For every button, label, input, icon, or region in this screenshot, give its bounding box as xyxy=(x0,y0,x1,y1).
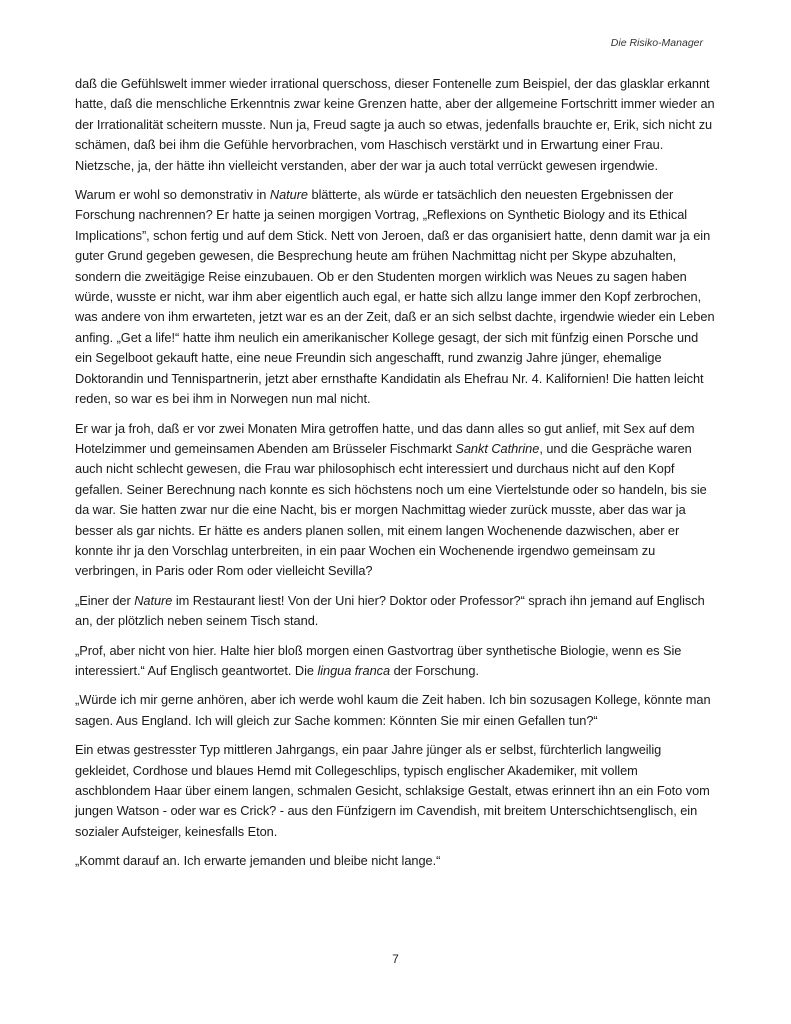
paragraph-7: Ein etwas gestresster Typ mittleren Jahrgangs, ein paar Jahre jünger als er selbst, fürchterlich langweilig gekleidet, Cordhose und blaues Hemd mit Collegeschlips, typisch englischer Akademiker, mit vollem aschblondem Haar über einem langen, schmalen Gesicht, schlaksige Gestalt, etwas erinnert ihn an ein Foto vom jungen Watson - oder war es Crick? - aus den Fünfzigern im Cavendish, mit breitem Unterschichtsenglisch, ein sozialer Aufsteiger, keinesfalls Eton. xyxy=(75,742,710,839)
running-header: Die Risiko-Manager xyxy=(610,37,703,49)
paragraph-2: Warum er wohl so demonstrativ in Nature blätterte, als würde er tatsächlich den neuesten Ergebnissen der Forschung nachrennen? Er hatte ja seinen morgigen Vortrag, „Reflexions on Synthetic Biology and its Ethical Implications”, schon fertig und auf dem Stick. Nett von Jeroen, daß er das organisiert hatte, denn damit war ja ein guter Grund gegeben gewesen, die Besprechung heute am frühen Nachmittag nicht per Skype abzuhalten, sondern die zweitägige Reise einzubauen. Ob er den Studenten morgen wirklich was Neues zu sagen haben würde, wusste er nicht, war ihm aber eigentlich auch egal, er hatte sich allzu lange immer den Kopf zerbrochen, was andere von ihm erwarteten, jetzt war es an der Zeit, daß er an sich selbst dachte, irgendwie wieder ein Leben anfing. „Get a life!“ hatte ihm neulich ein amerikanischer Kollege gesagt, der sich mit fünfzig einen Porsche und ein Segelboot gekauft hatte, eine neue Freundin sich angeschafft, rund zwanzig Jahre jünger, ehemalige Doktorandin und Tennispartnerin, jetzt aber ernsthafte Kandidatin als Ehefrau Nr. 4. Kalifornien! Die hatten leicht reden, so war es bei ihm in Norwegen nun mal nicht. xyxy=(75,187,715,407)
page-number: 7 xyxy=(392,952,399,966)
paragraph-5: „Prof, aber nicht von hier. Halte hier bloß morgen einen Gastvortrag über synthetische Biologie, wenn es Sie interessiert.“ Auf Englisch geantwortet. Die lingua franca der Forschung. xyxy=(75,642,682,678)
paragraph-8: „Kommt darauf an. Ich erwarte jemanden und bleibe nicht lange.“ xyxy=(75,853,441,869)
italic-nature-2: Nature xyxy=(134,592,173,608)
italic-lingua-franca: lingua franca xyxy=(317,662,391,678)
italic-nature: Nature xyxy=(269,187,308,203)
italic-sankt-cathrine: Sankt Cathrine xyxy=(455,440,540,456)
body-text xyxy=(75,74,715,881)
paragraph-3: Er war ja froh, daß er vor zwei Monaten Mira getroffen hatte, und das dann alles so gut anlief, mit Sex auf dem Hotelzimmer und gemeinsamen Abenden am Brüsseler Fischmarkt Sankt Cathrine, und die Gespräche waren auch nicht schlecht gewesen, die Frau war philosophisch echt interessiert und durchaus nicht auf den Kopf gefallen. Seiner Berechnung nach konnte es sich höchstens noch um eine Viertelstunde oder so handeln, bis sie da war. Sie hatten zwar nur die eine Nacht, bis er morgen Nachmittag wieder zurück musste, aber das war ja besser als gar nichts. Er hätte es anders planen sollen, mit einem langen Wochenende dazwischen, aber er konnte ihr ja den Vorschlag unterbreiten, in ein paar Wochen ein Wochenende irgendwo gemeinsam zu verbringen, in Paris oder Rom oder vielleicht Sevilla? xyxy=(75,420,707,579)
paragraph-6: „Würde ich mir gerne anhören, aber ich werde wohl kaum die Zeit haben. Ich bin sozusagen Kollege, könnte man sagen. Aus England. Ich will gleich zur Sache kommen: Könnten Sie mir einen Gefallen tun?“ xyxy=(75,692,711,728)
paragraph-1: daß die Gefühlswelt immer wieder irrational querschoss, dieser Fontenelle zum Beispiel, der das glasklar erkannt hatte, daß die menschliche Erkenntnis zwar keine Grenzen hatte, aber der allgemeine Fortschritt immer wieder an der Irrationalität scheitern musste. Nun ja, Freud sagte ja auch so etwas, jedenfalls brauchte er, Erik, sich nicht zu schämen, daß bei ihm die Gefühle hervorbrachen, vom Haschisch verstärkt und in Erwartung einer Frau. Nietzsche, ja, der hätte ihn vielleicht verstanden, aber der war ja auch total verrückt gewesen irgendwie. xyxy=(75,76,715,173)
paragraph-4: „Einer der Nature im Restaurant liest! Von der Uni hier? Doktor oder Professor?“ sprach ihn jemand auf Englisch an, der plötzlich neben seinem Tisch stand. xyxy=(75,592,705,629)
